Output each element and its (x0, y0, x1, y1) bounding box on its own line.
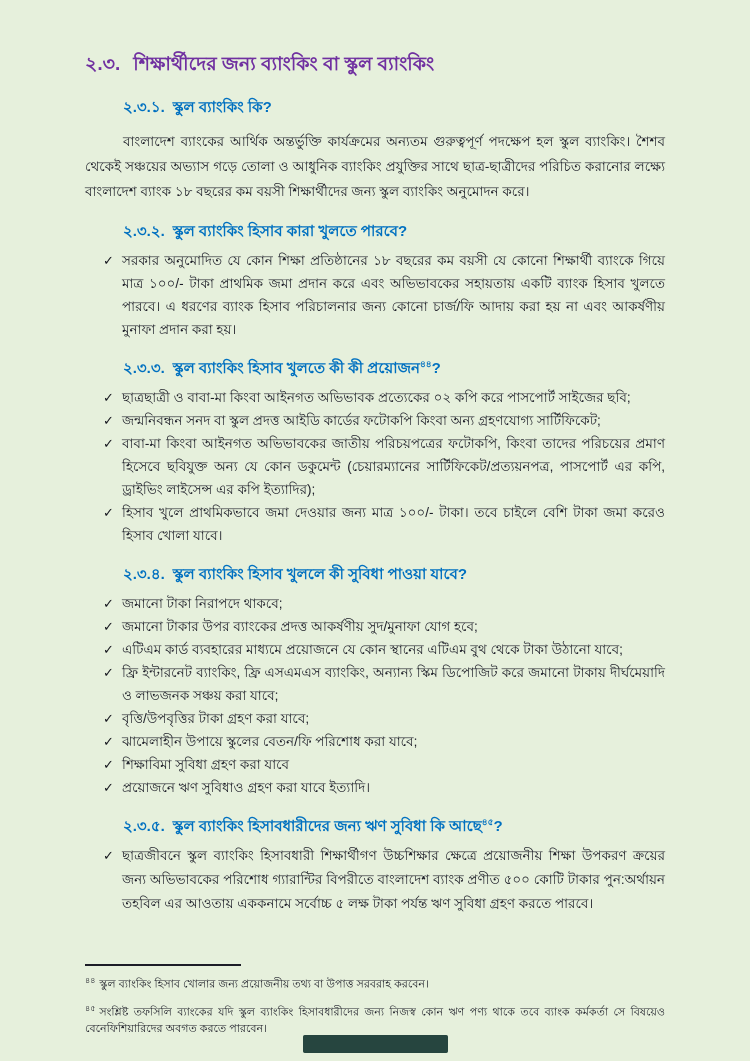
section-2-3-3 (85, 359, 665, 547)
checkmark-icon: ✓ (103, 848, 114, 863)
checkmark-icon: ✓ (103, 253, 114, 268)
footnote-marker: ৪৫ (85, 1003, 96, 1013)
bullet-list (85, 249, 665, 341)
page-title (85, 52, 665, 78)
checkmark-icon: ✓ (103, 436, 114, 451)
bullet-list (85, 386, 665, 547)
list-item-text: জমানো টাকা নিরাপদে থাকবে; (122, 596, 283, 611)
checkmark-icon: ✓ (103, 596, 114, 611)
heading-suffix: ? (431, 360, 441, 377)
footnotes-block (85, 964, 665, 1038)
body-paragraph: বাংলাদেশ ব্যাংকের আর্থিক অন্তর্ভুক্তি কার্যক্রমের অন্যতম গুরুত্বপূর্ণ পদক্ষেপ হল স্কুল ব্যাংকিং। শৈশব থেকেই সঞ্চয়ের অভ্যাস গড়ে তোলা ও আধুনিক ব্যাংকিং প্রযুক্তির সাথে ছাত্র-ছাত্রীদের পরিচিত করানোর লক্ষ্যে বাংলাদেশ ব্যাংক ১৮ বছরের কম বয়সী শিক্ষার্থীদের জন্য স্কুল ব্যাংকিং অনুমোদন করে। (85, 134, 665, 199)
list-item (103, 661, 665, 707)
section-heading-text: স্কুল ব্যাংকিং কি? (172, 99, 272, 116)
checkmark-icon: ✓ (103, 665, 114, 680)
footnote-text: সংশ্লিষ্ট তফসিলি ব্যাংকের যদি স্কুল ব্যাংকিং হিসাবধারীদের জন্য নিজস্ব কোন ঋণ পণ্য থাকে তবে ব্যাংক কর্মকর্তা সে বিষয়েও বেনেফিশিয়ারিদের অবগত করতে পারবেন। (85, 1006, 665, 1036)
checkmark-icon: ✓ (103, 757, 114, 772)
section-heading (85, 98, 665, 118)
section-number: ২.৩.২. (123, 223, 165, 240)
footnote-text: স্কুল ব্যাংকিং হিসাব খোলার জন্য প্রয়োজনীয় তথ্য বা উপাত্ত সরবরাহ করবেন। (99, 978, 429, 991)
list-item (103, 386, 665, 409)
footnote-ref: ৪৪ (419, 359, 432, 369)
section-number: ২.৩.৩. (123, 360, 165, 377)
section-heading (85, 359, 665, 379)
list-item (103, 638, 665, 661)
section-number: ২.৩.৫. (123, 818, 165, 835)
list-item (103, 409, 665, 432)
section-heading-text: স্কুল ব্যাংকিং হিসাবধারীদের জন্য ঋণ সুবিধা কি আছে (172, 818, 482, 835)
title-number: ২.৩. (85, 54, 121, 75)
footnote (85, 972, 665, 994)
checkmark-icon: ✓ (103, 642, 114, 657)
checkmark-icon: ✓ (103, 505, 114, 520)
section-2-3-1 (85, 98, 665, 204)
footnote (85, 1000, 665, 1039)
list-item (103, 776, 665, 799)
home-indicator-bar[interactable] (303, 1035, 448, 1053)
footnote-marker: ৪৪ (85, 976, 96, 985)
title-text: শিক্ষার্থীদের জন্য ব্যাংকিং বা স্কুল ব্যাংকিং (133, 54, 435, 75)
section-2-3-2 (85, 222, 665, 341)
footnote-ref: ৪৫ (481, 817, 494, 827)
section-heading-text: স্কুল ব্যাংকিং হিসাব খুলতে কী কী প্রয়োজন (172, 360, 420, 377)
section-heading (85, 565, 665, 585)
list-item (103, 432, 665, 501)
checkmark-icon: ✓ (103, 734, 114, 749)
list-item-text: জন্মনিবন্ধন সনদ বা স্কুল প্রদত্ত আইডি কার্ডের ফটোকপি কিংবা অন্য গ্রহণযোগ্য সার্টিফিকেট; (122, 413, 601, 428)
section-2-3-4 (85, 565, 665, 799)
list-item (103, 501, 665, 547)
list-item (103, 592, 665, 615)
bullet-list (85, 844, 665, 916)
list-item-text: শিক্ষাবিমা সুবিধা গ্রহণ করা যাবে (122, 757, 290, 772)
list-item-text: জমানো টাকার উপর ব্যাংকের প্রদত্ত আকর্ষণীয় সুদ/মুনাফা যোগ হবে; (122, 619, 478, 634)
section-heading (85, 817, 665, 837)
section-heading-text: স্কুল ব্যাংকিং হিসাব খুললে কী সুবিধা পাওয়া যাবে? (172, 566, 468, 583)
list-item-text: বাবা-মা কিংবা আইনগত অভিভাবকের জাতীয় পরিচয়পত্রের ফটোকপি, কিংবা তাদের পরিচয়ের প্রমাণ হিসেবে ছবিযুক্ত অন্য যে কোন ডকুমেন্ট (চেয়ারম্যানের সার্টিফিকেট/প্রত্যয়নপত্র, পাসপোর্ট এর কপি, ড্রাইভিং লাইসেন্স এর কপি ইত্যাদির); (122, 436, 665, 497)
list-item-text: হিসাব খুলে প্রাথমিকভাবে জমা দেওয়ার জন্য মাত্র ১০০/- টাকা। তবে চাইলে বেশি টাকা জমা করেও হিসাব খোলা যাবে। (122, 505, 665, 543)
footnote-separator (85, 964, 241, 966)
checkmark-icon: ✓ (103, 619, 114, 634)
list-item-text: ছাত্রছাত্রী ও বাবা-মা কিংবা আইনগত অভিভাবক প্রত্যেকের ০২ কপি করে পাসপোর্ট সাইজের ছবি; (122, 390, 631, 405)
list-item (103, 753, 665, 776)
bullet-list (85, 592, 665, 799)
list-item-text: ঝামেলাহীন উপায়ে স্কুলের বেতন/ফি পরিশোধ করা যাবে; (122, 734, 418, 749)
list-item-text: বৃত্তি/উপবৃত্তির টাকা গ্রহণ করা যাবে; (122, 711, 310, 726)
list-item (103, 844, 665, 916)
list-item-text: সরকার অনুমোদিত যে কোন শিক্ষা প্রতিষ্ঠানের ১৮ বছরের কম বয়সী যে কোনো শিক্ষার্থী ব্যাংকে গিয়ে মাত্র ১০০/- টাকা প্রাথমিক জমা প্রদান করে এবং অভিভাবকের সহায়তায় একটি ব্যাংক হিসাব খুলতে পারবে। এ ধরণের ব্যাংক হিসাব পরিচালনার জন্য কোনো চার্জ/ফি আদায় করা হয় না এবং আকর্ষণীয় মুনাফা প্রদান করা হয়। (122, 253, 665, 337)
checkmark-icon: ✓ (103, 711, 114, 726)
list-item (103, 707, 665, 730)
list-item-text: ফ্রি ইন্টারনেট ব্যাংকিং, ফ্রি এসএমএস ব্যাংকিং, অন্যান্য স্কিম ডিপোজিট করে জমানো টাকায় দীর্ঘমেয়াদি ও লাভজনক সঞ্চয় করা যাবে; (122, 665, 665, 703)
list-item (103, 249, 665, 341)
section-2-3-5 (85, 817, 665, 916)
checkmark-icon: ✓ (103, 390, 114, 405)
checkmark-icon: ✓ (103, 780, 114, 795)
section-number: ২.৩.১. (123, 99, 165, 116)
list-item (103, 615, 665, 638)
list-item-text: ছাত্রজীবনে স্কুল ব্যাংকিং হিসাবধারী শিক্ষার্থীগণ উচ্চশিক্ষার ক্ষেত্রে প্রয়োজনীয় শিক্ষা উপকরণ ক্রয়ের জন্য অভিভাবকের পরিশোধ গ্যারান্টির বিপরীতে বাংলাদেশ ব্যাংক প্রণীত ৫০০ কোটি টাকার পুন:অর্থায়ন তহবিল এর আওতায় এককনামে সর্বোচ্চ ৫ লক্ষ টাকা পর্যন্ত ঋণ সুবিধা গ্রহণ করতে পারবে। (122, 848, 665, 911)
checkmark-icon: ✓ (103, 413, 114, 428)
list-item-text: প্রয়োজনে ঋণ সুবিধাও গ্রহণ করা যাবে ইত্যাদি। (122, 780, 371, 795)
list-item (103, 730, 665, 753)
section-heading-text: স্কুল ব্যাংকিং হিসাব কারা খুলতে পারবে? (172, 223, 408, 240)
section-heading (85, 222, 665, 242)
document-page (85, 0, 665, 1061)
list-item-text: এটিএম কার্ড ব্যবহারের মাধ্যমে প্রয়োজনে যে কোন স্থানের এটিএম বুথ থেকে টাকা উঠানো যাবে; (122, 642, 623, 657)
section-number: ২.৩.৪. (123, 566, 165, 583)
heading-suffix: ? (493, 818, 503, 835)
